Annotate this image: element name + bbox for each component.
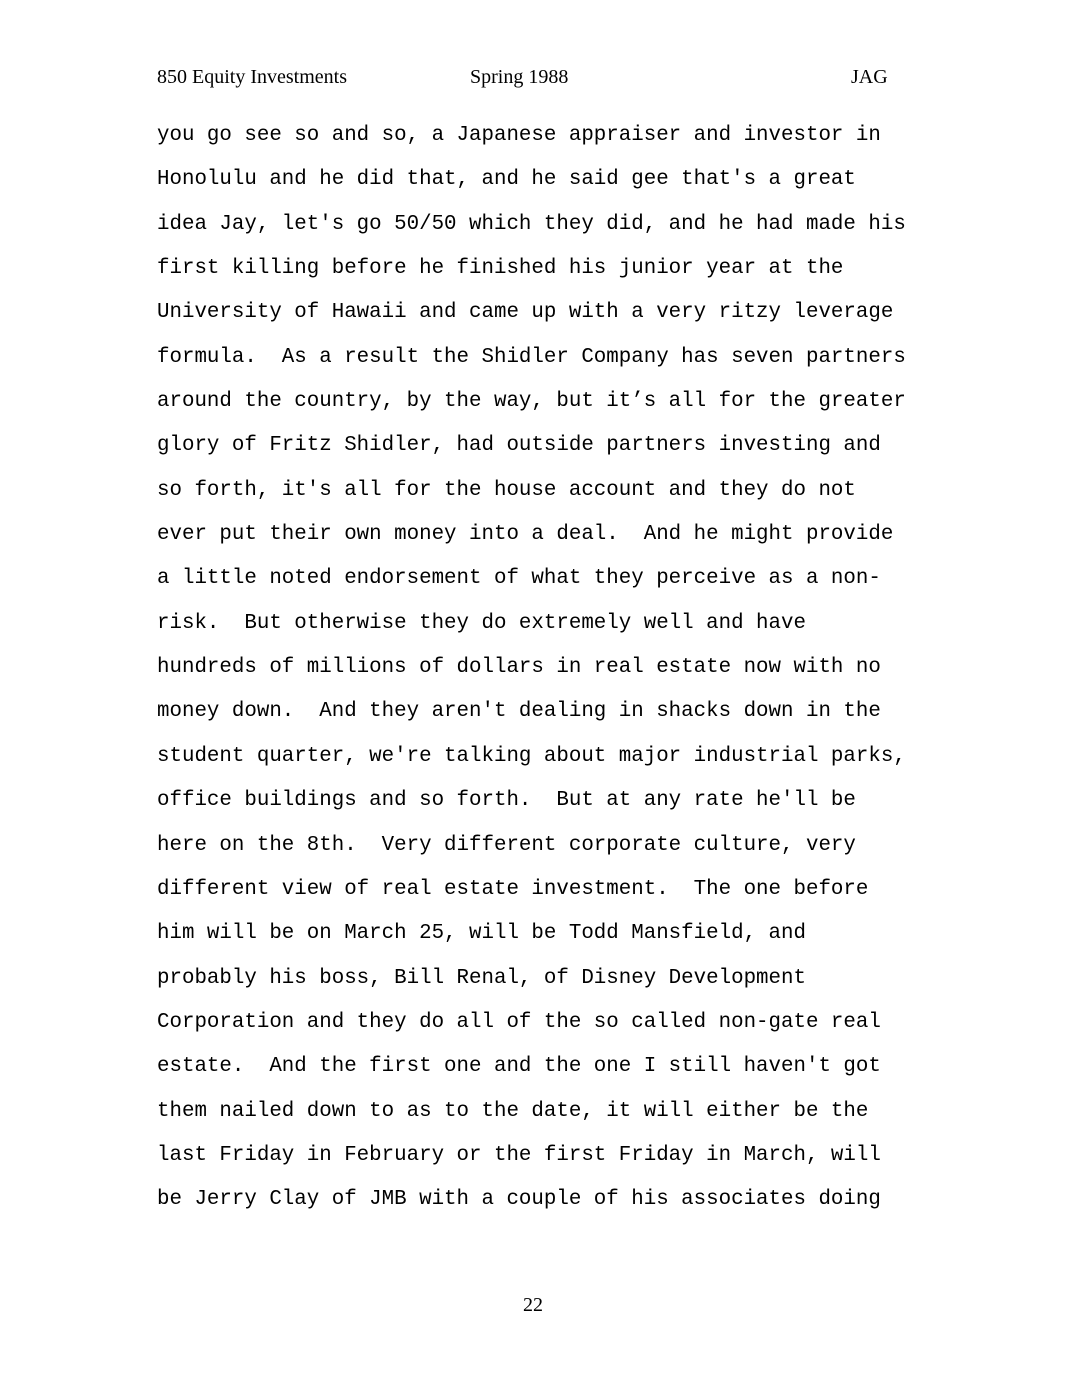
text-line: a little noted endorsement of what they perceive as a non- (157, 567, 881, 591)
text-line: estate. And the first one and the one I still haven't got (157, 1055, 881, 1079)
text-line: office buildings and so forth. But at any rate he'll be (157, 789, 856, 813)
course-title: 850 Equity Investments (157, 66, 347, 88)
text-line: idea Jay, let's go 50/50 which they did, and he had made his (157, 212, 906, 236)
author-initials: JAG (851, 66, 888, 88)
term-label: Spring 1988 (470, 66, 569, 88)
text-line: student quarter, we're talking about major industrial parks, (157, 744, 906, 768)
text-line: University of Hawaii and came up with a very ritzy leverage (157, 301, 894, 325)
transcript-body (157, 114, 937, 1223)
text-line: ever put their own money into a deal. And he might provide (157, 523, 894, 547)
text-line: risk. But otherwise they do extremely well and have (157, 611, 806, 635)
text-line: around the country, by the way, but it’s all for the greater (157, 390, 906, 414)
text-line: different view of real estate investment. The one before (157, 877, 869, 901)
text-line: money down. And they aren't dealing in shacks down in the (157, 700, 881, 724)
text-line: formula. As a result the Shidler Company has seven partners (157, 345, 906, 369)
text-line: you go see so and so, a Japanese appraiser and investor in (157, 124, 881, 147)
page-header (0, 62, 1066, 92)
text-line: them nailed down to as to the date, it will either be the (157, 1099, 869, 1123)
text-line: Corporation and they do all of the so called non-gate real (157, 1010, 881, 1034)
text-line: him will be on March 25, will be Todd Mansfield, and (157, 922, 806, 946)
text-line: glory of Fritz Shidler, had outside partners investing and (157, 434, 881, 458)
text-line: Honolulu and he did that, and he said gee that's a great (157, 168, 856, 192)
text-line: so forth, it's all for the house account and they do not (157, 478, 856, 502)
text-line: last Friday in February or the first Friday in March, will (157, 1143, 881, 1167)
text-line: here on the 8th. Very different corporate culture, very (157, 833, 856, 857)
page-number: 22 (523, 1294, 543, 1316)
text-line: probably his boss, Bill Renal, of Disney Development (157, 966, 806, 990)
text-line: be Jerry Clay of JMB with a couple of his associates doing (157, 1188, 881, 1212)
text-line: first killing before he finished his junior year at the (157, 257, 844, 281)
text-line: hundreds of millions of dollars in real estate now with no (157, 656, 881, 680)
